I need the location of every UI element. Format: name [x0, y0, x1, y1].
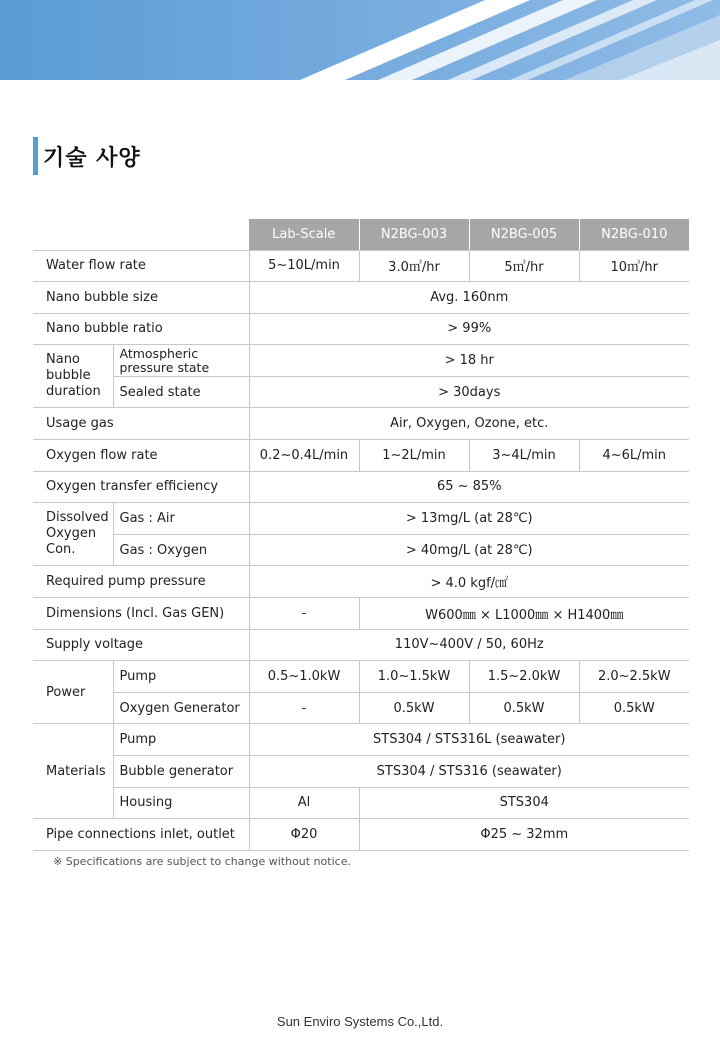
cell-value: 5㎥/hr [469, 250, 579, 282]
cell-value: 2.0~2.5kW [579, 661, 689, 693]
section-heading [33, 137, 141, 175]
cell-value: 65 ~ 85% [249, 471, 689, 503]
table-row [33, 376, 689, 408]
table-row [33, 534, 689, 566]
cell-value: > 40mg/L (at 28℃) [249, 534, 689, 566]
cell-value: > 30days [249, 376, 689, 408]
cell-value: > 4.0 kgf/㎠ [249, 566, 689, 598]
table-row [33, 313, 689, 345]
sub-row-label: Gas : Oxygen [113, 534, 249, 566]
row-label: Dimensions (Incl. Gas GEN) [33, 598, 249, 630]
cell-value: 3.0㎥/hr [359, 250, 469, 282]
cell-value: 10㎥/hr [579, 250, 689, 282]
cell-value: 1.5~2.0kW [469, 661, 579, 693]
row-label: Nano bubble ratio [33, 313, 249, 345]
row-label: Materials [33, 724, 113, 819]
cell-value: 3~4L/min [469, 440, 579, 472]
cell-value: - [249, 692, 359, 724]
row-label: Water flow rate [33, 250, 249, 282]
cell-value: 0.5kW [469, 692, 579, 724]
table-row [33, 345, 689, 377]
cell-value: > 18 hr [249, 345, 689, 377]
row-label: Oxygen transfer efficiency [33, 471, 249, 503]
table-row [33, 724, 689, 756]
cell-value: 0.5~1.0kW [249, 661, 359, 693]
cell-value: 5~10L/min [249, 250, 359, 282]
row-label: Oxygen flow rate [33, 440, 249, 472]
cell-value: > 13mg/L (at 28℃) [249, 503, 689, 535]
table-row [33, 661, 689, 693]
sub-row-label: Atmospheric pressure state [113, 345, 249, 377]
table-row [33, 282, 689, 314]
column-header: N2BG-003 [359, 219, 469, 250]
disclaimer-note: ※ Specifications are subject to change without notice. [53, 855, 351, 868]
cell-value: W600㎜ × L1000㎜ × H1400㎜ [359, 598, 689, 630]
cell-value: Φ20 [249, 819, 359, 851]
sub-row-label: Sealed state [113, 376, 249, 408]
table-row [33, 566, 689, 598]
table-row [33, 598, 689, 630]
table-row [33, 629, 689, 661]
table-header-row [33, 219, 689, 250]
table-row [33, 819, 689, 851]
table-row [33, 756, 689, 788]
cell-value: Al [249, 787, 359, 819]
sub-row-label: Oxygen Generator [113, 692, 249, 724]
cell-value: > 99% [249, 313, 689, 345]
sub-row-label: Housing [113, 787, 249, 819]
table-row [33, 503, 689, 535]
sub-row-label: Pump [113, 724, 249, 756]
row-label: Required pump pressure [33, 566, 249, 598]
cell-value: 0.5kW [359, 692, 469, 724]
table-row [33, 250, 689, 282]
row-label: Supply voltage [33, 629, 249, 661]
sub-row-label: Pump [113, 661, 249, 693]
column-header: N2BG-005 [469, 219, 579, 250]
row-label: Nano bubble duration [33, 345, 113, 408]
column-header: N2BG-010 [579, 219, 689, 250]
cell-value: Φ25 ~ 32mm [359, 819, 689, 851]
spec-table [33, 219, 689, 851]
cell-value: 0.5kW [579, 692, 689, 724]
table-row [33, 408, 689, 440]
row-label: Dissolved Oxygen Con. [33, 503, 113, 566]
cell-value: - [249, 598, 359, 630]
row-label: Nano bubble size [33, 282, 249, 314]
header-banner [0, 0, 720, 80]
cell-value: Avg. 160nm [249, 282, 689, 314]
table-row [33, 787, 689, 819]
cell-value: 4~6L/min [579, 440, 689, 472]
cell-value: Air, Oxygen, Ozone, etc. [249, 408, 689, 440]
cell-value: 110V~400V / 50, 60Hz [249, 629, 689, 661]
cell-value: STS304 / STS316L (seawater) [249, 724, 689, 756]
cell-value: 1~2L/min [359, 440, 469, 472]
cell-value: STS304 [359, 787, 689, 819]
column-header: Lab-Scale [249, 219, 359, 250]
row-label: Power [33, 661, 113, 724]
cell-value: 0.2~0.4L/min [249, 440, 359, 472]
sub-row-label: Bubble generator [113, 756, 249, 788]
table-row [33, 440, 689, 472]
page-title: 기술 사양 [43, 145, 141, 171]
cell-value: 1.0~1.5kW [359, 661, 469, 693]
header-blank-cell [33, 219, 249, 250]
sub-row-label: Gas : Air [113, 503, 249, 535]
table-row [33, 692, 689, 724]
row-label: Pipe connections inlet, outlet [33, 819, 249, 851]
heading-accent-bar [33, 137, 38, 175]
row-label: Usage gas [33, 408, 249, 440]
table-row [33, 471, 689, 503]
cell-value: STS304 / STS316 (seawater) [249, 756, 689, 788]
company-footer: Sun Enviro Systems Co.,Ltd. [276, 1014, 444, 1029]
